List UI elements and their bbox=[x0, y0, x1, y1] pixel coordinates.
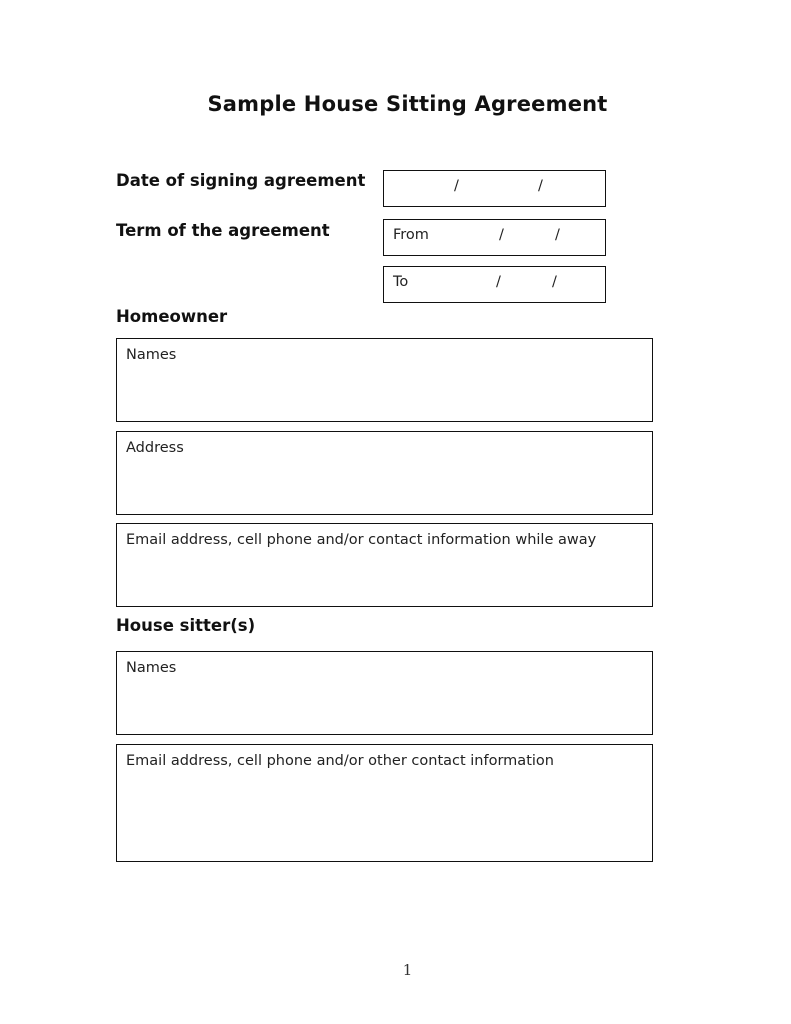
homeowner-address-label: Address bbox=[126, 440, 184, 456]
date-separator: / bbox=[499, 227, 504, 243]
homeowner-contact-field[interactable] bbox=[116, 523, 653, 607]
page-number: 1 bbox=[402, 961, 413, 979]
date-separator: / bbox=[538, 178, 543, 194]
homeowner-heading: Homeowner bbox=[116, 307, 228, 326]
house-sitter-heading: House sitter(s) bbox=[116, 616, 256, 635]
homeowner-names-field[interactable] bbox=[116, 338, 653, 422]
term-to-field[interactable] bbox=[383, 266, 606, 303]
date-separator: / bbox=[496, 274, 501, 290]
homeowner-contact-label: Email address, cell phone and/or contact information while away bbox=[126, 532, 597, 548]
date-separator: / bbox=[555, 227, 560, 243]
document-title: Sample House Sitting Agreement bbox=[207, 92, 608, 116]
date-separator: / bbox=[552, 274, 557, 290]
house-sitter-names-label: Names bbox=[126, 660, 177, 676]
to-label: To bbox=[393, 274, 409, 290]
term-of-agreement-label: Term of the agreement bbox=[116, 221, 330, 240]
date-of-signing-label: Date of signing agreement bbox=[116, 171, 366, 190]
house-sitter-contact-field[interactable] bbox=[116, 744, 653, 862]
term-from-field[interactable] bbox=[383, 219, 606, 256]
homeowner-address-field[interactable] bbox=[116, 431, 653, 515]
homeowner-names-label: Names bbox=[126, 347, 177, 363]
date-separator: / bbox=[454, 178, 459, 194]
house-sitter-contact-label: Email address, cell phone and/or other contact information bbox=[126, 753, 554, 769]
date-of-signing-field[interactable] bbox=[383, 170, 606, 207]
from-label: From bbox=[393, 227, 429, 243]
house-sitter-names-field[interactable] bbox=[116, 651, 653, 735]
